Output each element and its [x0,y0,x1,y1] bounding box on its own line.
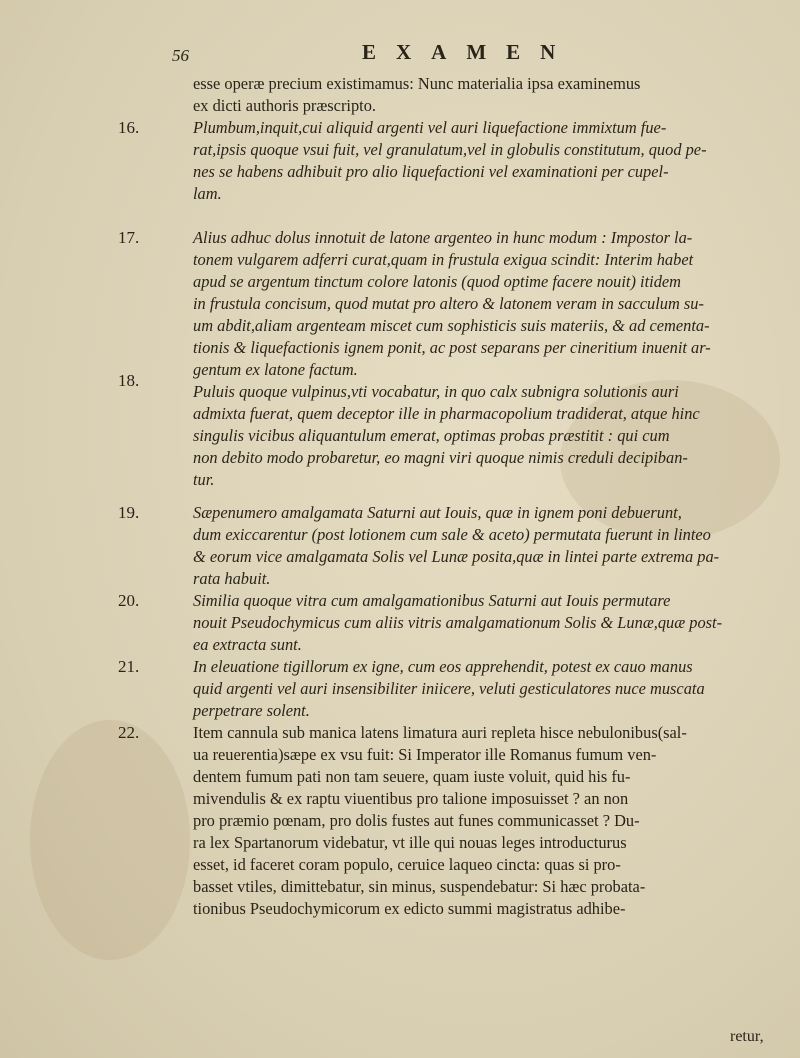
paper-stain [30,720,190,960]
page-header [172,40,612,70]
text-line: Similia quoque vitra cum amalgamationibus Saturni aut Iouis permutare [193,591,671,610]
entry-number: 19. [118,503,140,522]
text-line: ra lex Spartanorum videbatur, vt ille qui nouas leges introducturus [193,833,627,852]
catchword: retur, [730,1028,764,1045]
text-line: ex dicti authoris præscripto. [193,96,376,115]
text-line: lam. [193,184,222,203]
text-line: In eleuatione tigillorum ex igne, cum eos apprehendit, potest ex cauo manus [193,657,693,676]
text-line: ua reuerentia)sæpe ex vsu fuit: Si Imperator ille Romanus fumum ven- [193,745,657,764]
text-line: rat,ipsis quoque vsui fuit, vel granulatum,vel in globulis constitutum, quod pe- [193,140,707,159]
text-line: tionis & liquefactionis ignem ponit, ac post separans per cineritium inuenit ar- [193,338,711,357]
text-line: ea extracta sunt. [193,635,302,654]
entry-number: 22. [118,723,140,742]
running-title: EXAMEN [362,40,576,64]
text-line: esse operæ precium existimamus: Nunc materialia ipsa examinemus [193,74,641,93]
text-line: um abdit,aliam argenteam miscet cum sophisticis suis materiis, & ad cementa- [193,316,710,335]
text-line: Sæpenumero amalgamata Saturni aut Iouis, quæ in ignem poni debuerunt, [193,503,682,522]
text-line: perpetrare solent. [193,701,310,720]
text-line: rata habuit. [193,569,271,588]
text-line: apud se argentum tinctum colore latonis (quod optime facere nouit) itidem [193,272,681,291]
text-line: gentum ex latone factum. [193,360,358,379]
text-line: Plumbum,inquit,cui aliquid argenti vel auri liquefactione immixtum fue- [193,118,667,137]
text-line: tionibus Pseudochymicorum ex edicto summi magistratus adhibe- [193,899,626,918]
text-line: admixta fuerat, quem deceptor ille in pharmacopolium tradiderat, atque hinc [193,404,700,423]
entry-number: 21. [118,657,140,676]
text-line: esset, id faceret coram populo, ceruice laqueo cincta: quas si pro- [193,855,621,874]
text-line: & eorum vice amalgamata Solis vel Lunæ posita,quæ in lintei parte extrema pa- [193,547,720,566]
entry-number: 18. [118,371,140,390]
text-line: dum exiccarentur (post lotionem cum sale & aceto) permutata fuerunt in linteo [193,525,711,544]
entry-number: 17. [118,228,140,247]
text-line: Alius adhuc dolus innotuit de latone argenteo in hunc modum : Impostor la- [193,228,693,247]
text-line: pro præmio pœnam, pro dolis fustes aut funes communicasset ? Du- [193,811,640,830]
text-line: dentem fumum pati non tam seuere, quam iuste voluit, quid his fu- [193,767,631,786]
text-line: Puluis quoque vulpinus,vti vocabatur, in quo calx subnigra solutionis auri [193,382,679,401]
text-line: non debito modo probaretur, eo magni viri quoque nimis creduli decipiban- [193,448,688,467]
text-line: basset vtiles, dimittebatur, sin minus, suspendebatur: Si hæc probata- [193,877,646,896]
text-line: quid argenti vel auri insensibiliter iniicere, veluti gesticulatores nuce muscata [193,679,705,698]
page-number: 56 [172,46,189,65]
text-line: singulis vicibus aliquantulum emerat, optimas probas præstitit : qui cum [193,426,670,445]
text-line: mivendulis & ex raptu viuentibus pro talione imposuisset ? an non [193,789,629,808]
text-line: nouit Pseudochymicus cum aliis vitris amalgamationum Solis & Lunæ,quæ post- [193,613,723,632]
text-line: tonem vulgarem adferri curat,quam in frustula exigua scindit: Interim habet [193,250,694,269]
text-line: nes se habens adhibuit pro alio liquefactioni vel examinationi per cupel- [193,162,669,181]
text-line: in frustula concisum, quod mutat pro altero & latonem veram in sacculum su- [193,294,704,313]
text-line: Item cannula sub manica latens limatura auri repleta hisce nebulonibus(sal- [193,723,687,742]
text-line: tur. [193,470,215,489]
entry-number: 20. [118,591,140,610]
entry-number: 16. [118,118,140,137]
